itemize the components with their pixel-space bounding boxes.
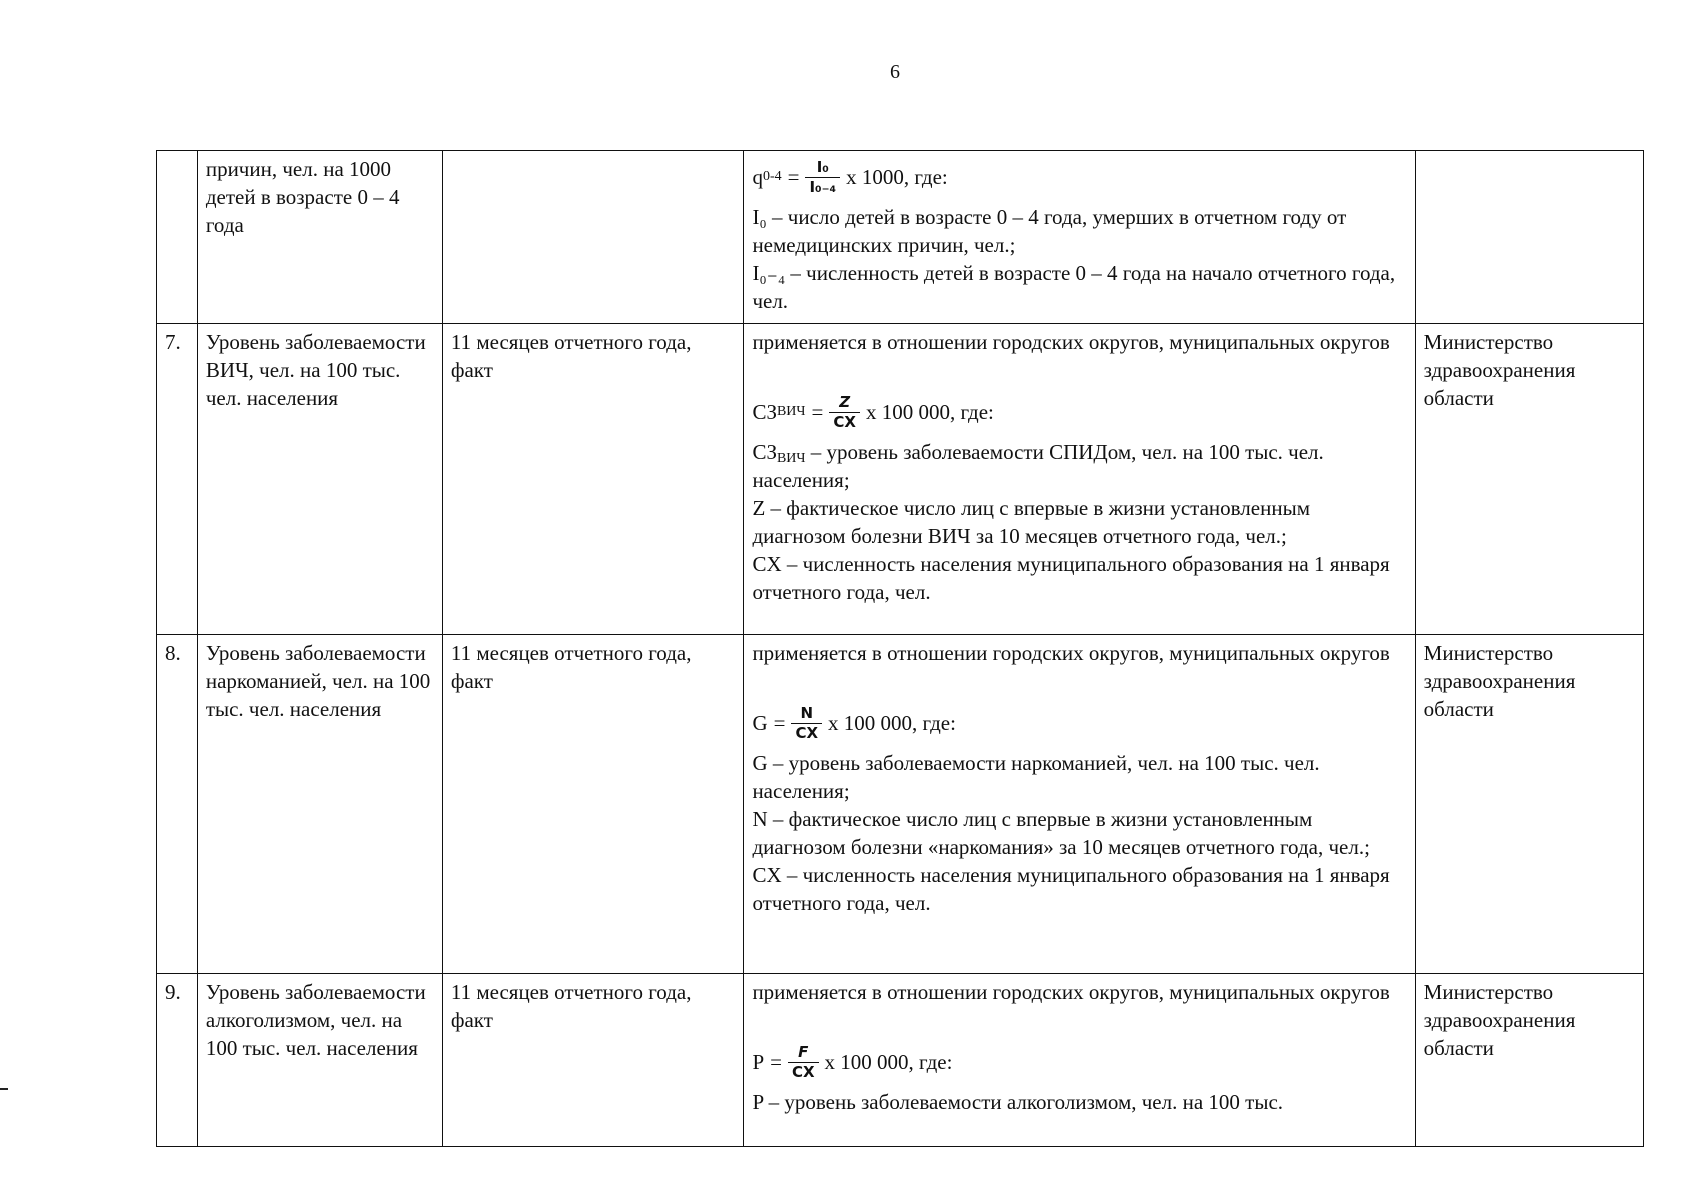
cell-responsible: Министерство здравоохранения области	[1415, 324, 1643, 635]
definition-line: Z – фактическое число лиц с впервые в жизни установленным диагнозом болезни ВИЧ за 10 месяцев отчетного года, чел.;	[752, 496, 1310, 548]
definition-line: I₀₋₄ – численность детей в возрасте 0 – 4 года на начало отчетного года, чел.	[752, 261, 1396, 313]
formula-equals: =	[773, 711, 786, 735]
definition-line: P – уровень заболеваемости алкоголизмом, чел. на 100 тыс.	[752, 1090, 1284, 1114]
cell-number: 8.	[157, 635, 198, 974]
term: СЗ	[752, 440, 777, 464]
cell-method	[744, 635, 1415, 974]
cell-number: 7.	[157, 324, 198, 635]
formula-fraction	[788, 1042, 819, 1081]
formula-lhs: СЗ	[752, 400, 777, 424]
formula-fraction	[829, 392, 860, 431]
term-sub: ВИЧ	[776, 451, 806, 466]
formula-lhs: G	[752, 711, 768, 735]
cell-method	[744, 324, 1415, 635]
fraction-denominator: CX	[788, 1062, 819, 1080]
cell-number	[157, 151, 198, 324]
margin-mark	[0, 1088, 8, 1090]
table-row-continuation	[157, 151, 1644, 324]
cell-indicator-name: причин, чел. на 1000 детей в возрасте 0 – 4 года	[197, 151, 442, 324]
fraction-numerator: N	[800, 703, 814, 722]
cell-responsible: Министерство здравоохранения области	[1415, 635, 1643, 974]
cell-method	[744, 151, 1415, 324]
formula-fraction	[805, 157, 840, 196]
cell-indicator-name: Уровень заболеваемости наркоманией, чел. на 100 тыс. чел. населения	[197, 635, 442, 974]
formula-rhs: х 1000, где:	[846, 165, 948, 189]
cell-method	[744, 974, 1415, 1147]
cell-responsible: Министерство здравоохранения области	[1415, 974, 1643, 1147]
page-number: 6	[890, 61, 900, 83]
fraction-denominator: CX	[829, 412, 860, 430]
fraction-denominator: I₀₋₄	[805, 177, 840, 195]
applicability-note: применяется в отношении городских округов, муниципальных округов	[752, 330, 1390, 354]
fraction-numerator: Z	[839, 392, 851, 411]
fraction-numerator: I₀	[816, 157, 829, 176]
formula-lhs: P	[752, 1050, 765, 1074]
applicability-note: применяется в отношении городских округов, муниципальных округов	[752, 641, 1390, 665]
formula: q 0-4 = $\frac{\text{I₀}}{\text{I₀₋₄}}$ х 1000, где:	[752, 157, 948, 196]
formula	[752, 697, 1406, 749]
definition-line: CX – численность населения муниципального образования на 1 января отчетного года, чел.	[752, 863, 1390, 915]
fraction-denominator: CX	[791, 723, 822, 741]
formula-equals: =	[811, 400, 824, 424]
formula-lhs: q	[752, 165, 763, 189]
cell-period: 11 месяцев отчетного года, факт	[442, 324, 744, 635]
formula-rhs: х 100 000, где:	[865, 400, 994, 424]
cell-period: 11 месяцев отчетного года, факт	[442, 635, 744, 974]
formula	[752, 1036, 1406, 1088]
table-row-9	[157, 974, 1644, 1147]
formula-equals: =	[770, 1050, 782, 1074]
cell-period: 11 месяцев отчетного года, факт	[442, 974, 744, 1147]
indicators-table	[156, 150, 1644, 1147]
term-definition: – уровень заболеваемости СПИДом, чел. на 100 тыс. чел. населения;	[752, 440, 1324, 492]
formula-fraction	[791, 703, 822, 742]
definition-line	[752, 438, 1406, 494]
cell-responsible	[1415, 151, 1643, 324]
definition-line: I₀ – число детей в возрасте 0 – 4 года, умерших в отчетном году от немедицинских причин, чел.;	[752, 205, 1347, 257]
applicability-note: применяется в отношении городских округов, муниципальных округов	[752, 980, 1390, 1004]
table-row-7	[157, 324, 1644, 635]
table-row-8	[157, 635, 1644, 974]
cell-indicator-name: Уровень заболеваемости ВИЧ, чел. на 100 тыс. чел. населения	[197, 324, 442, 635]
fraction-numerator: F	[798, 1042, 809, 1061]
formula: СЗ ВИЧ = $\frac{Z}{CX}$ х 100 000, где:	[752, 392, 994, 431]
cell-period	[442, 151, 744, 324]
definition-line: CX – численность населения муниципального образования на 1 января отчетного года, чел.	[752, 552, 1390, 604]
cell-number: 9.	[157, 974, 198, 1147]
definition-line: N – фактическое число лиц с впервые в жизни установленным диагнозом болезни «наркомания» за 10 месяцев отчетного года, чел.;	[752, 807, 1370, 859]
definition-line: G – уровень заболеваемости наркоманией, чел. на 100 тыс. чел. населения;	[752, 751, 1320, 803]
formula-rhs: х 100 000, где:	[828, 711, 956, 735]
cell-indicator-name: Уровень заболеваемости алкоголизмом, чел. на 100 тыс. чел. населения	[197, 974, 442, 1147]
formula-rhs: х 100 000, где:	[824, 1050, 953, 1074]
formula-equals: =	[787, 165, 800, 189]
